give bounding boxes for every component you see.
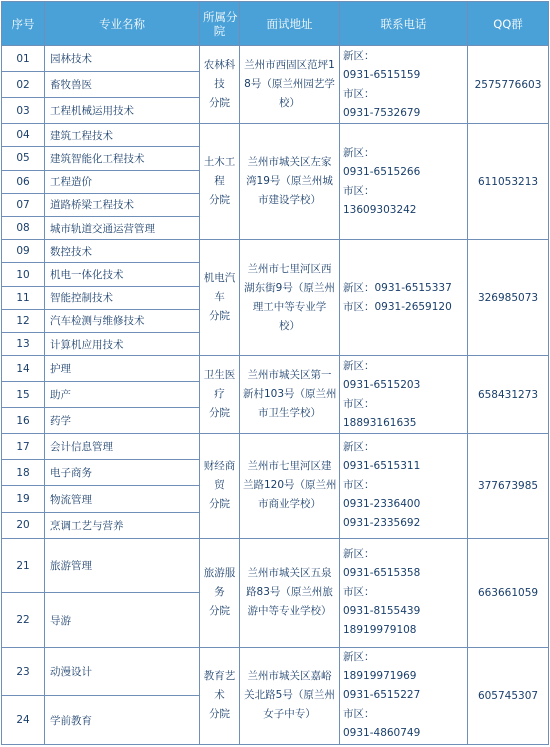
college-line: 务 bbox=[214, 586, 225, 599]
phone-cell bbox=[340, 538, 468, 647]
major-name: 动漫设计 bbox=[45, 647, 200, 695]
college-line: 分院 bbox=[209, 310, 230, 323]
major-name: 工程机械运用技术 bbox=[45, 98, 200, 124]
table-row bbox=[2, 647, 549, 695]
row-index: 04 bbox=[2, 124, 45, 147]
qq-group: 611053213 bbox=[468, 124, 549, 240]
phone-line: 新区： bbox=[343, 548, 375, 561]
address-line: 路83号（原兰州旅 bbox=[246, 586, 333, 599]
address-line: 市商业学校） bbox=[258, 498, 321, 511]
phone-line: 市区： bbox=[343, 184, 375, 197]
address-line: 兰州市七里河区西 bbox=[247, 262, 332, 275]
address-line: 新村103号（原兰州 bbox=[243, 388, 337, 401]
address-cell bbox=[240, 647, 340, 744]
college-line: 财经商 bbox=[203, 460, 236, 473]
phone-line: 0931-6515159 bbox=[343, 68, 421, 81]
address-line: 兰州市七里河区建 bbox=[247, 460, 332, 473]
table-row bbox=[2, 46, 549, 72]
phone-line: 0931-8155439 bbox=[343, 605, 421, 618]
address-line: 校） bbox=[279, 319, 300, 332]
address-line: 8号（原兰州园艺学 bbox=[244, 78, 335, 91]
college-line: 车 bbox=[214, 291, 225, 304]
row-index: 02 bbox=[2, 72, 45, 98]
header-index: 序号 bbox=[2, 2, 45, 46]
address-line: 理工中等专业学 bbox=[252, 300, 327, 313]
row-index: 22 bbox=[2, 593, 45, 648]
phone-cell bbox=[340, 46, 468, 124]
phone-line: 新区： bbox=[343, 651, 375, 664]
address-line: 市卫生学校） bbox=[258, 407, 321, 420]
phone-line: 0931-6515203 bbox=[343, 378, 421, 391]
address-line: 女子中专） bbox=[263, 708, 316, 721]
table-row bbox=[2, 538, 549, 593]
college-cell bbox=[200, 356, 240, 434]
college-line: 机电汽 bbox=[203, 272, 236, 285]
header-row bbox=[2, 2, 549, 46]
address-line: 兰路120号（原兰州 bbox=[243, 479, 337, 492]
college-line: 术 bbox=[214, 689, 225, 702]
qq-group: 605745307 bbox=[468, 647, 549, 744]
qq-group: 658431273 bbox=[468, 356, 549, 434]
row-index: 21 bbox=[2, 538, 45, 593]
address-cell bbox=[240, 434, 340, 539]
major-name: 学前教育 bbox=[45, 696, 200, 745]
college-line: 旅游服 bbox=[203, 567, 236, 580]
college-line: 分院 bbox=[209, 605, 230, 618]
major-name: 物流管理 bbox=[45, 486, 200, 512]
phone-line: 新区： bbox=[343, 49, 375, 62]
table-row bbox=[2, 356, 549, 382]
major-name: 计算机应用技术 bbox=[45, 333, 200, 356]
address-line: 兰州市城关区第一 bbox=[247, 369, 332, 382]
college-line: 农林科 bbox=[203, 59, 236, 72]
phone-line: 18919979108 bbox=[343, 624, 417, 637]
row-index: 11 bbox=[2, 286, 45, 309]
row-index: 01 bbox=[2, 46, 45, 72]
college-cell bbox=[200, 124, 240, 240]
interview-info-table bbox=[1, 1, 549, 745]
major-name: 园林技术 bbox=[45, 46, 200, 72]
major-name: 护理 bbox=[45, 356, 200, 382]
row-index: 07 bbox=[2, 193, 45, 216]
phone-cell bbox=[340, 434, 468, 539]
row-index: 24 bbox=[2, 696, 45, 745]
phone-line: 新区：0931-6515337 bbox=[343, 281, 452, 294]
address-line: 关北路5号（原兰州 bbox=[244, 689, 335, 702]
phone-line: 0931-6515227 bbox=[343, 689, 421, 702]
college-line: 疗 bbox=[214, 388, 225, 401]
header-phone: 联系电话 bbox=[340, 2, 468, 46]
phone-line: 0931-2336400 bbox=[343, 498, 421, 511]
phone-line: 市区：0931-2659120 bbox=[343, 300, 452, 313]
major-name: 助产 bbox=[45, 382, 200, 408]
major-name: 导游 bbox=[45, 593, 200, 648]
college-cell bbox=[200, 434, 240, 539]
address-cell bbox=[240, 46, 340, 124]
address-cell bbox=[240, 356, 340, 434]
college-cell bbox=[200, 240, 240, 356]
header-college-line: 院 bbox=[213, 23, 226, 38]
college-line: 程 bbox=[214, 175, 225, 188]
address-cell bbox=[240, 240, 340, 356]
row-index: 14 bbox=[2, 356, 45, 382]
row-index: 15 bbox=[2, 382, 45, 408]
college-cell bbox=[200, 647, 240, 744]
address-line: 游中等专业学校） bbox=[247, 605, 332, 618]
row-index: 18 bbox=[2, 460, 45, 486]
college-line: 分院 bbox=[209, 708, 230, 721]
phone-line: 市区： bbox=[343, 87, 375, 100]
qq-group: 377673985 bbox=[468, 434, 549, 539]
phone-line: 0931-4860749 bbox=[343, 727, 421, 740]
college-line: 分院 bbox=[209, 97, 230, 110]
row-index: 09 bbox=[2, 240, 45, 263]
phone-line: 0931-6515358 bbox=[343, 567, 421, 580]
major-name: 工程造价 bbox=[45, 170, 200, 193]
major-name: 道路桥梁工程技术 bbox=[45, 193, 200, 216]
table-row bbox=[2, 240, 549, 263]
address-line: 兰州市城关区左家 bbox=[247, 156, 332, 169]
college-line: 分院 bbox=[209, 194, 230, 207]
row-index: 19 bbox=[2, 486, 45, 512]
phone-cell bbox=[340, 240, 468, 356]
major-name: 机电一体化技术 bbox=[45, 263, 200, 286]
row-index: 17 bbox=[2, 434, 45, 460]
row-index: 03 bbox=[2, 98, 45, 124]
college-line: 土木工 bbox=[203, 156, 236, 169]
header-college bbox=[200, 2, 240, 46]
phone-line: 0931-6515266 bbox=[343, 165, 421, 178]
address-line: 兰州市西固区范坪1 bbox=[244, 59, 335, 72]
phone-line: 市区： bbox=[343, 586, 375, 599]
qq-group: 2575776603 bbox=[468, 46, 549, 124]
major-name: 旅游管理 bbox=[45, 538, 200, 593]
table-row bbox=[2, 434, 549, 460]
phone-line: 市区： bbox=[343, 708, 375, 721]
row-index: 10 bbox=[2, 263, 45, 286]
address-cell bbox=[240, 124, 340, 240]
row-index: 13 bbox=[2, 333, 45, 356]
phone-line: 市区： bbox=[343, 479, 375, 492]
header-address: 面试地址 bbox=[240, 2, 340, 46]
row-index: 20 bbox=[2, 512, 45, 538]
address-line: 兰州市城关区五泉 bbox=[247, 567, 332, 580]
row-index: 16 bbox=[2, 408, 45, 434]
header-major: 专业名称 bbox=[45, 2, 200, 46]
college-line: 教育艺 bbox=[203, 670, 236, 683]
address-line: 湖东街9号（原兰州 bbox=[244, 281, 335, 294]
table-row bbox=[2, 124, 549, 147]
college-line: 分院 bbox=[209, 498, 230, 511]
major-name: 汽车检测与维修技术 bbox=[45, 309, 200, 332]
row-index: 23 bbox=[2, 647, 45, 695]
phone-line: 新区： bbox=[343, 146, 375, 159]
qq-group: 663661059 bbox=[468, 538, 549, 647]
college-cell bbox=[200, 46, 240, 124]
row-index: 05 bbox=[2, 147, 45, 170]
college-cell bbox=[200, 538, 240, 647]
row-index: 12 bbox=[2, 309, 45, 332]
college-line: 贸 bbox=[214, 479, 225, 492]
row-index: 06 bbox=[2, 170, 45, 193]
major-name: 药学 bbox=[45, 408, 200, 434]
major-name: 畜牧兽医 bbox=[45, 72, 200, 98]
major-name: 数控技术 bbox=[45, 240, 200, 263]
phone-line: 18893161635 bbox=[343, 416, 417, 429]
phone-line: 新区： bbox=[343, 359, 375, 372]
major-name: 城市轨道交通运营管理 bbox=[45, 216, 200, 239]
qq-group: 326985073 bbox=[468, 240, 549, 356]
address-line: 市建设学校） bbox=[258, 194, 321, 207]
major-name: 烹调工艺与营养 bbox=[45, 512, 200, 538]
phone-cell bbox=[340, 356, 468, 434]
phone-line: 市区： bbox=[343, 397, 375, 410]
phone-line: 0931-6515311 bbox=[343, 460, 421, 473]
major-name: 智能控制技术 bbox=[45, 286, 200, 309]
major-name: 会计信息管理 bbox=[45, 434, 200, 460]
phone-cell bbox=[340, 124, 468, 240]
phone-line: 13609303242 bbox=[343, 203, 417, 216]
phone-line: 新区： bbox=[343, 441, 375, 454]
phone-line: 0931-2335692 bbox=[343, 517, 421, 530]
row-index: 08 bbox=[2, 216, 45, 239]
college-line: 卫生医 bbox=[203, 369, 236, 382]
address-line: 湾19号（原兰州城 bbox=[246, 175, 333, 188]
address-cell bbox=[240, 538, 340, 647]
phone-line: 0931-7532679 bbox=[343, 106, 421, 119]
phone-cell bbox=[340, 647, 468, 744]
college-line: 技 bbox=[214, 78, 225, 91]
major-name: 建筑工程技术 bbox=[45, 124, 200, 147]
header-qq: QQ群 bbox=[468, 2, 549, 46]
college-line: 分院 bbox=[209, 407, 230, 420]
major-name: 建筑智能化工程技术 bbox=[45, 147, 200, 170]
major-name: 电子商务 bbox=[45, 460, 200, 486]
phone-line: 18919971969 bbox=[343, 670, 417, 683]
address-line: 兰州市城关区嘉峪 bbox=[247, 670, 332, 683]
address-line: 校） bbox=[279, 97, 300, 110]
header-college-line: 所属分 bbox=[203, 9, 238, 24]
